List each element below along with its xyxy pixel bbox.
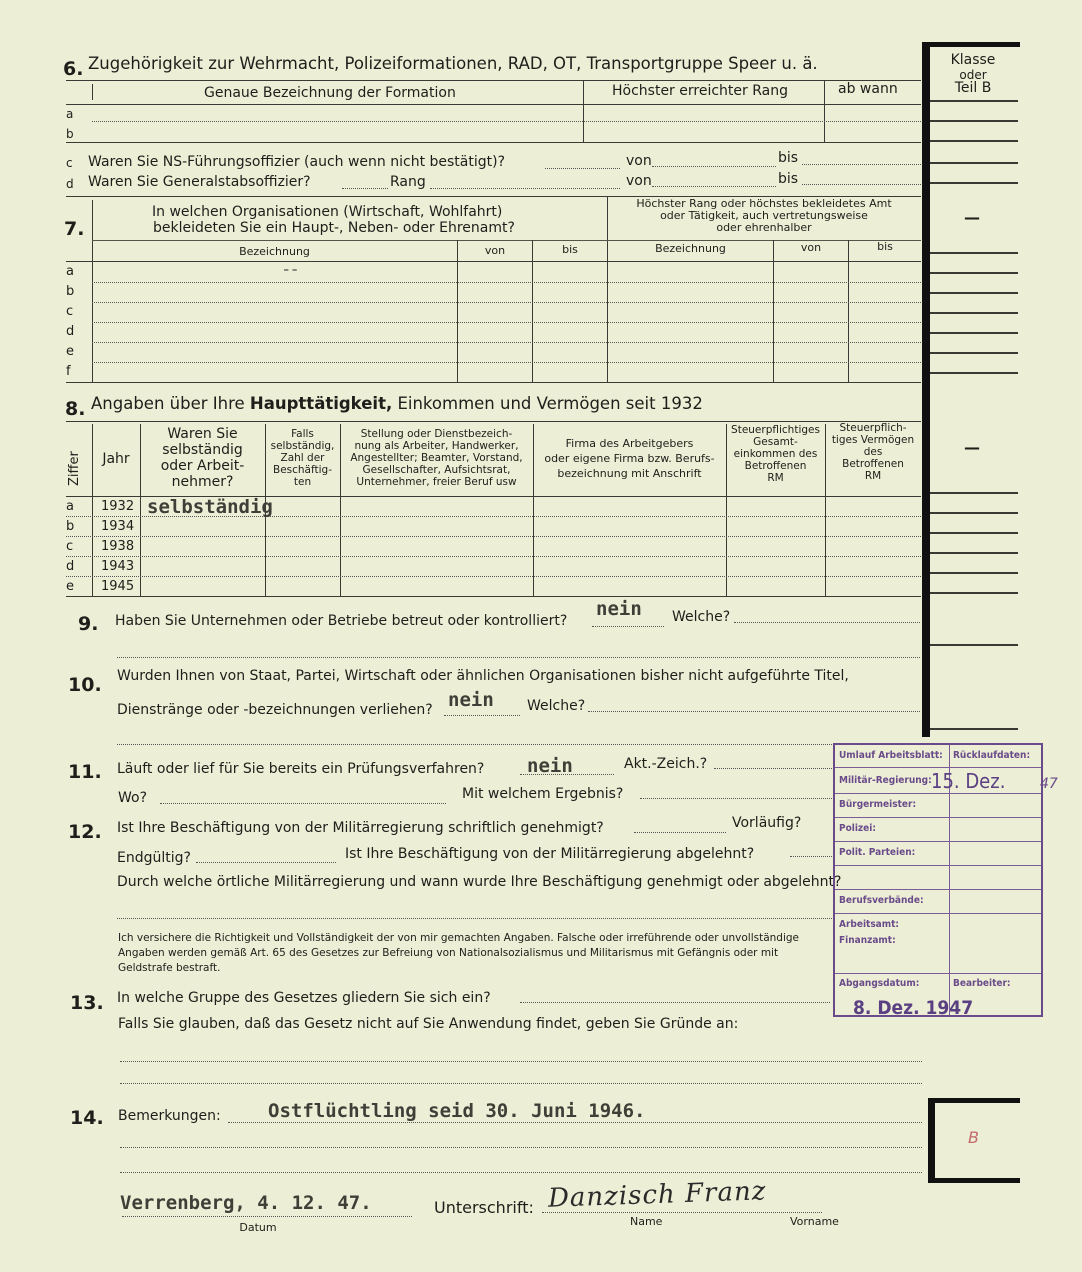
stamp-row-7: Arbeitsamt: (839, 919, 900, 930)
s8-col-falls-2: selbständig, (270, 440, 335, 452)
s8-col-stellung-5: Unternehmer, freier Beruf usw (356, 476, 517, 488)
s12-endgueltig: Endgültig? (117, 850, 191, 866)
s8-col-vermoegen (825, 422, 921, 482)
stamp-date-top: 15. Dez. (931, 769, 1006, 793)
s8-col-stellung-4: Gesellschafter, Aufsichtsrat, (362, 464, 511, 476)
s8-row-b-year: 1934 (101, 519, 135, 534)
s7-row-d: d (66, 324, 75, 339)
footer-name: Name (630, 1215, 663, 1228)
s8-col-eink-2: Gesamt- (753, 436, 798, 448)
s8-entry-selbstaendig: selbständig (147, 496, 273, 518)
stamp-abgang: Abgangsdatum: (839, 978, 920, 989)
s8-col-falls (265, 428, 340, 488)
s11-akt: Akt.-Zeich.? (624, 756, 708, 772)
side-dash-7: — (964, 208, 980, 227)
s14-box-bottom (928, 1178, 1020, 1183)
s12-line1: Ist Ihre Beschäftigung von der Militärregierung schriftlich genehmigt? (117, 820, 604, 836)
s7-question-1-text: In welchen Organisationen (Wirtschaft, Wohlfahrt) (152, 204, 503, 220)
s8-col-einkommen (726, 424, 825, 484)
s8-row-c-letter: c (66, 539, 74, 554)
col-highest-rank: Höchster erreichter Rang (612, 83, 788, 99)
s7-row-c: c (66, 304, 74, 319)
s8-col-falls-5: ten (293, 476, 312, 488)
stamp-right-head: Rücklaufdaten: (953, 750, 1031, 761)
s6-c-von: von (626, 153, 652, 169)
s8-col-eink-5: RM (767, 472, 784, 484)
s8-col-stellung (340, 428, 533, 488)
section-11-number: 11. (68, 761, 102, 783)
s8-col-firma-3: bezeichnung mit Anschrift (557, 467, 702, 480)
s8-row-c-year: 1938 (101, 539, 135, 554)
s14-box-mark: B (968, 1128, 979, 1147)
s7-question-1 (152, 204, 502, 220)
s9-answer: nein (596, 598, 642, 620)
s10-welche: Welche? (527, 698, 586, 714)
s6-d-bis: bis (778, 171, 799, 187)
section-8-title (91, 394, 703, 413)
s6-d-rang: Rang (390, 174, 426, 190)
stamp-date-bottom: 8. Dez. 1947 (853, 997, 974, 1019)
side-sub2: Teil B (954, 80, 992, 96)
stamp-left-head: Umlauf Arbeitsblatt: (839, 750, 943, 761)
side-sub1: oder (959, 68, 987, 82)
footer-vorname: Vorname (790, 1215, 839, 1228)
stamp-row-1: Militär-Regierung: (839, 775, 932, 786)
s8-col-selb-3: oder Arbeit- (160, 458, 245, 474)
s8-row-e-year: 1945 (101, 579, 135, 594)
section-10-number: 10. (68, 674, 102, 696)
section-8-number: 8. (65, 398, 86, 420)
section-14-number: 14. (70, 1107, 104, 1129)
stamp-row-8: Finanzamt: (839, 935, 896, 946)
s12-vorlaeufig: Vorläufig? (732, 815, 802, 831)
s8-col-selb-2: selbständig (162, 442, 243, 458)
section-7-number: 7. (64, 218, 85, 240)
s8-col-stellung-2: nung als Arbeiter, Handwerker, (354, 440, 519, 452)
footer-signature: Danzisch Franz (547, 1176, 767, 1214)
s8-col-verm-1: Steuerpflich- (839, 422, 907, 434)
stamp-row-3: Polizei: (839, 823, 876, 834)
declaration-line2: Angaben werden gemäß Art. 65 des Gesetzes zur Befreiung von Nationalsozialismus und Militarismus mit Gefängnis oder mit (118, 947, 779, 959)
footer-datum: Datum (239, 1221, 277, 1234)
s7-row-b: b (66, 284, 75, 299)
s6-row-c: c (66, 156, 73, 170)
section-6-title: Zugehörigkeit zur Wehrmacht, Polizeiformationen, RAD, OT, Transportgruppe Speer u. ä. (88, 54, 818, 73)
s7-col-bez2: Bezeichnung (655, 242, 726, 255)
s7-col-von2: von (800, 241, 822, 254)
s8-title-post: Einkommen und Vermögen seit 1932 (397, 394, 703, 413)
s7-row-e: e (66, 344, 74, 359)
col-since: ab wann (838, 81, 898, 97)
s6-row-a: a (66, 107, 74, 121)
stamp-bearbeiter: Bearbeiter: (953, 978, 1011, 989)
s14-box-side (928, 1098, 935, 1183)
s8-col-firma-2: oder eigene Firma bzw. Berufs- (544, 452, 715, 465)
s7-right-2: oder Tätigkeit, auch vertretungsweise (660, 209, 868, 222)
s12-line3: Durch welche örtliche Militärregierung und wann wurde Ihre Beschäftigung genehmigt oder abgelehnt? (117, 874, 842, 890)
s11-ergebnis: Mit welchem Ergebnis? (462, 786, 624, 802)
s7-entry-dash: -- (282, 262, 299, 278)
s8-col-eink-4: Betroffenen (744, 460, 807, 472)
s8-row-a-letter: a (66, 499, 74, 514)
s9-question: Haben Sie Unternehmen oder Betriebe betreut oder kontrolliert? (115, 613, 568, 629)
s7-right-1: Höchster Rang oder höchstes bekleidetes Amt (636, 197, 892, 210)
s8-col-verm-2: tiges Vermögen (831, 434, 915, 446)
s7-row-a: a (66, 264, 74, 279)
section-6-number: 6. (63, 58, 84, 80)
section-12-number: 12. (68, 821, 102, 843)
s14-value: Ostflüchtling seid 30. Juni 1946. (268, 1100, 646, 1122)
s6-c-question: Waren Sie NS-Führungsoffizier (auch wenn nicht bestätigt)? (88, 154, 506, 170)
s7-question-2: bekleideten Sie ein Haupt-, Neben- oder Ehrenamt? (153, 220, 515, 236)
s9-welche: Welche? (672, 609, 731, 625)
s11-question: Läuft oder lief für Sie bereits ein Prüfungsverfahren? (117, 761, 485, 777)
s8-col-verm-4: Betroffenen (842, 458, 904, 470)
s8-title-bold: Haupttätigkeit, (249, 394, 393, 413)
s8-col-ziffer: Ziffer (67, 451, 82, 486)
s6-c-bis: bis (778, 150, 799, 166)
s6-row-b: b (66, 127, 74, 141)
s14-box-top (928, 1098, 1020, 1103)
col-formation: Genaue Bezeichnung der Formation (204, 85, 456, 101)
s8-col-firma-1: Firma des Arbeitgebers (565, 437, 694, 450)
stamp-row-6: Berufsverbände: (839, 895, 924, 906)
stamp-row-4: Polit. Parteien: (839, 847, 916, 858)
s8-row-e-letter: e (66, 579, 74, 594)
section-13-number: 13. (70, 992, 104, 1014)
s11-answer: nein (527, 755, 573, 777)
s8-col-eink-3: einkommen des (733, 448, 818, 460)
s6-d-von: von (626, 173, 652, 189)
s8-row-d-year: 1943 (101, 559, 135, 574)
s8-row-b-letter: b (66, 519, 75, 534)
s8-col-selbstaendig (140, 426, 265, 490)
s13-line2: Falls Sie glauben, daß das Gesetz nicht auf Sie Anwendung findet, geben Sie Gründe an: (118, 1016, 739, 1032)
side-heading: Klasse (950, 52, 996, 68)
s10-line2: Dienstränge oder -bezeichnungen verliehen? (117, 702, 433, 718)
s7-right-3: oder ehrenhalber (716, 221, 812, 234)
s8-col-falls-4: Beschäftig- (273, 464, 332, 476)
s8-col-stellung-3: Angestellter; Beamter, Vorstand, (350, 452, 523, 464)
s8-title-pre: Angaben über Ihre (91, 394, 245, 413)
section-9-number: 9. (78, 613, 99, 635)
processing-stamp (833, 743, 1043, 1017)
s7-col-von: von (484, 244, 506, 257)
s6-d-question: Waren Sie Generalstabsoffizier? (88, 174, 311, 190)
s8-row-d-letter: d (66, 559, 75, 574)
declaration-line1: Ich versichere die Richtigkeit und Vollständigkeit der von mir gemachten Angaben. Falsche oder irreführende oder unvollständige (118, 932, 800, 944)
s7-col-bis: bis (562, 243, 578, 256)
footer-unterschrift: Unterschrift: (434, 1198, 534, 1217)
s6-row-d: d (66, 177, 74, 191)
s7-col-bez: Bezeichnung (239, 245, 310, 258)
stamp-mark: 47 (1040, 776, 1058, 792)
s8-col-verm-3: des (863, 446, 883, 458)
s7-row-f: f (66, 364, 71, 379)
s8-col-firma (533, 436, 726, 481)
s8-row-a-year: 1932 (101, 499, 135, 514)
s8-col-selb-1: Waren Sie (167, 426, 238, 442)
s8-col-selb-4: nehmer? (171, 474, 234, 490)
declaration-line3: Geldstrafe bestraft. (118, 962, 221, 974)
s7-col-bis2: bis (877, 240, 893, 253)
s10-line1: Wurden Ihnen von Staat, Partei, Wirtschaft oder ähnlichen Organisationen bisher nicht aufgeführte Titel, (117, 668, 849, 684)
footer-place-date: Verrenberg, 4. 12. 47. (120, 1192, 372, 1214)
s8-col-falls-3: Zahl der (280, 452, 325, 464)
s8-col-jahr: Jahr (102, 451, 130, 467)
s14-label: Bemerkungen: (118, 1108, 221, 1124)
s13-line1: In welche Gruppe des Gesetzes gliedern Sie sich ein? (117, 990, 491, 1006)
s8-col-eink-1: Steuerpflichtiges (731, 424, 820, 436)
s8-col-verm-5: RM (864, 470, 882, 482)
s8-col-falls-1: Falls (291, 428, 314, 440)
side-dash-8: — (964, 438, 980, 457)
s10-answer: nein (448, 689, 494, 711)
s12-abgelehnt: Ist Ihre Beschäftigung von der Militärregierung abgelehnt? (345, 846, 755, 862)
s8-col-stellung-1: Stellung oder Dienstbezeich- (360, 428, 513, 440)
stamp-row-2: Bürgermeister: (839, 799, 917, 810)
s11-wo: Wo? (118, 790, 148, 806)
